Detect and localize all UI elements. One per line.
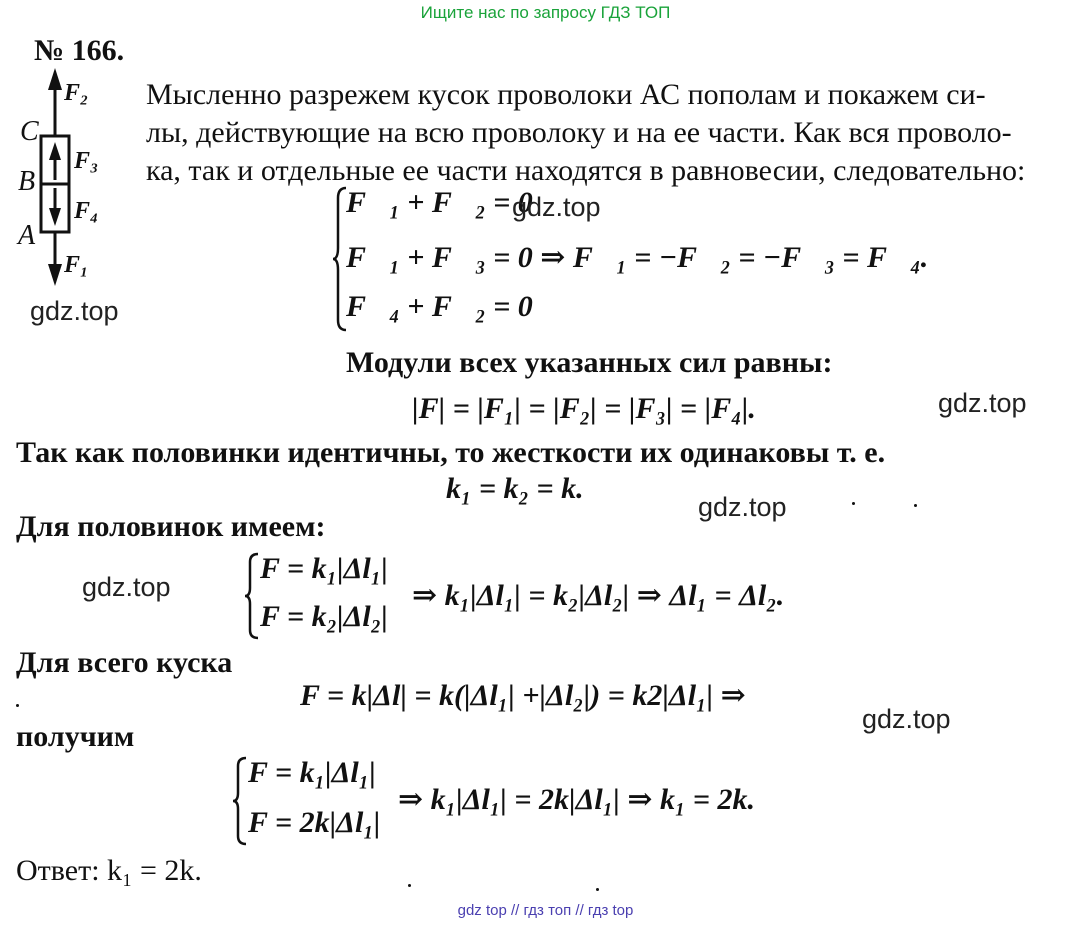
watermark: gdz.top (512, 192, 601, 222)
f3-arrow-head (49, 142, 61, 160)
f2-arrow-head (48, 68, 62, 90)
force-f1-label: F₁ (64, 252, 89, 278)
system3-result: ⇒ k₁|Δl₁| = 2k|Δl₁| ⇒ k₁ = 2k. (398, 783, 756, 816)
force-f4-label: F₄ (74, 198, 99, 224)
intro-line-2: лы, действующие на всю проволоку и на ее части. Как вся проволо- (146, 116, 1012, 149)
we-get-text: получим (16, 720, 135, 753)
system2-eq2: F = k₂|Δl₂| (260, 600, 388, 633)
speck (16, 704, 19, 707)
system1-eq1: F⃗₁ + F⃗₂ = 0 (346, 186, 533, 219)
intro-line-1: Мысленно разрежем кусок проволоки АС пополам и покажем си- (146, 78, 986, 111)
f4-arrow-head (49, 208, 61, 226)
system2-eq1: F = k₁|Δl₁| (260, 552, 388, 585)
speck (408, 884, 411, 887)
watermark: gdz.top (82, 572, 171, 602)
watermark: gdz.top (30, 296, 119, 326)
system1-eq3: F⃗₄ + F⃗₂ = 0 (346, 290, 533, 323)
speck (852, 502, 855, 505)
f1-arrow-head (48, 264, 62, 286)
force-diagram (14, 62, 124, 292)
intro-paragraph (146, 76, 1025, 190)
halves-text: Так как половинки идентичны, то жесткости их одинаковы т. е. (16, 436, 886, 469)
whole-piece-text: Для всего куска (16, 646, 233, 679)
system2-result: ⇒ k₁|Δl₁| = k₂|Δl₂| ⇒ Δl₁ = Δl₂. (412, 579, 785, 612)
halves-equation: k₁ = k₂ = k. (446, 472, 584, 505)
moduli-equation: |F| = |F₁| = |F₂| = |F₃| = |F₄|. (412, 392, 756, 425)
halves-have-text: Для половинок имеем: (16, 510, 326, 543)
watermark: gdz.top (938, 388, 1027, 418)
system2-brace (244, 552, 260, 640)
force-f2-label: F₂ (64, 80, 89, 106)
watermark: gdz.top (698, 492, 787, 522)
whole-piece-equation: F = k|Δl| = k(|Δl₁| +|Δl₂|) = k2|Δl₁| ⇒ (300, 679, 746, 712)
bottom-banner: gdz top // гдз топ // гдз top (457, 902, 634, 919)
moduli-text: Модули всех указанных сил равны: (346, 346, 833, 379)
system3-eq2: F = 2k|Δl₁| (248, 806, 381, 839)
system3-eq1: F = k₁|Δl₁| (248, 756, 376, 789)
speck (596, 888, 599, 891)
point-c-label: C (20, 116, 39, 147)
top-banner: Ищите нас по запросу ГДЗ ТОП (420, 3, 671, 22)
intro-line-3: ка, так и отдельные ее части находятся в равновесии, следовательно: (146, 154, 1026, 187)
system3-brace (232, 756, 248, 846)
point-a-label: A (18, 220, 36, 251)
system1-eq2: F⃗₁ + F⃗₃ = 0 ⇒ F⃗₁ = −F⃗₂ = −F⃗₃ = F⃗₄. (346, 241, 929, 274)
watermark: gdz.top (862, 704, 951, 734)
force-f3-label: F₃ (74, 148, 99, 174)
speck (914, 504, 917, 507)
problem-number: № 166. (34, 34, 125, 67)
answer: Ответ: k₁ = 2k. (16, 854, 202, 887)
point-b-label: B (18, 166, 36, 197)
